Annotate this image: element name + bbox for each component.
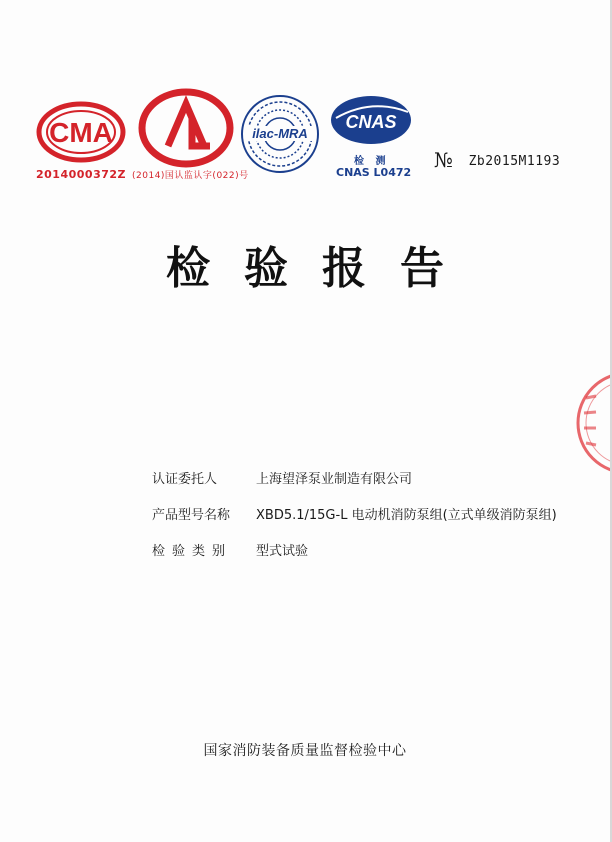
field-row-category	[152, 540, 592, 576]
field-value-client: 上海望泽泵业制造有限公司	[256, 472, 413, 487]
field-value-product: XBD5.1/15G-L 电动机消防泵组(立式单级消防泵组)	[256, 508, 557, 523]
issuer-name: 国家消防装备质量监督检验中心	[203, 743, 407, 759]
cma-logo-mark: CMA	[49, 117, 113, 148]
field-label-product: 产品型号名称	[152, 508, 231, 523]
field-label-client: 认证委托人	[152, 472, 218, 487]
cal-logo-mark: CAL	[185, 166, 187, 167]
cal-number: (2014)国认监认字(022)号	[132, 171, 249, 181]
cnas-label: 检 测	[354, 156, 390, 167]
cma-number: 2014000372Z	[36, 168, 127, 181]
ilac-mra-logo-icon	[238, 92, 322, 176]
report-fields	[152, 468, 592, 576]
cal-logo-icon	[138, 88, 234, 168]
ilac-mra-mark: ilac-MRA	[252, 126, 308, 141]
field-value-category: 型式试验	[256, 544, 309, 559]
cma-logo-icon	[36, 100, 126, 164]
page-title: 检验报告	[166, 243, 478, 294]
numero-sign: №	[434, 148, 453, 172]
report-number-value: Zb2015M1193	[468, 154, 561, 169]
field-row-product	[152, 504, 592, 540]
cnas-logo-mark: CNAS	[345, 112, 397, 132]
field-label-category: 检验类别	[152, 544, 233, 559]
field-row-client	[152, 468, 592, 504]
red-seal-icon	[566, 368, 612, 478]
report-number	[434, 148, 560, 172]
cnas-code: CNAS L0472	[336, 166, 412, 179]
